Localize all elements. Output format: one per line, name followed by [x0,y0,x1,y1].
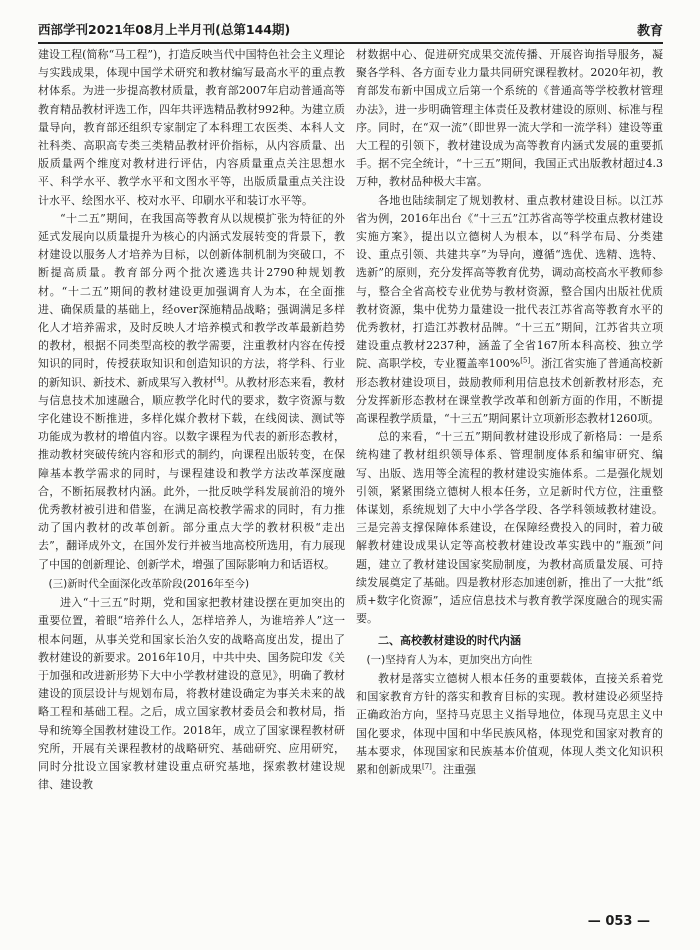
paragraph: 进入“十三五”时期，党和国家把教材建设摆在更加突出的重要位置，着眼“培养什么人，怎样培养人，为谁培养人”这一根本问题，从事关党和国家长治久安的战略高度出发，提出了教材建设的新要求。2016年10月，中共中央、国务院印发《关于加强和改进新形势下大中小学教材建设的意见》，明确了教材建设的顶层设计与规划布局，将教材建设确定为事关未来的战略工程和基础工程。之后，成立国家教材委员会和教材局，指导和统筹全国教材建设工作。2018年，成立了国家课程教材研究所，开展有关课程教材的战略研究、基础研究、应用研究，同时分批设立国家教材建设重点研究基地，探索教材建设规律、建设教 [38,596,345,792]
paragraph-text: 各地也陆续制定了规划教材、重点教材建设目标。以江苏省为例，2016年出台《“十三五”江苏省高等学校重点教材建设实施方案》，提出以立德树人为根本，以“科学布局、分类建设、重点引领、共建共享”为导向，遵循“选优、选精、选特、选新”的原则，充分发挥高等教育优势，调动高校高水平教师参与，整合全省高校专业优势与教材资源，整合国内出版社优质教材资源，集中优势力量建设一批代表江苏省高等教育水平的优秀教材，打造江苏教材品牌。“十三五”期间，江苏省共立项建设重点教材2237种，涵盖了全省167所本科高校、独立学院、高职学校，专业覆盖率100% [356,193,663,371]
header-rule [38,42,663,44]
journal-title: 西部学刊2021年08月上半月刊(总第144期) [38,22,291,37]
right-column [356,46,663,779]
paragraph [356,192,663,429]
paragraph-text: 教材是落实立德树人根本任务的重要载体，直接关系着党和国家教育方针的落实和教育目标的实现。教材建设必须坚持正确政治方向，坚持马克思主义指导地位，体现马克思主义中国化要求，体现中国和中华民族风格，体现党和国家对教育的基本要求，体现国家和民族基本价值观，体现人类文化知识积累和创新成果 [356,671,663,776]
paragraph-text: “十二五”期间，在我国高等教育从以规模扩张为特征的外延式发展向以质量提升为核心的内涵式发展转变的背景下，教材建设以服务人才培养为目标，以创新体制机制为突破口，不断提高质量。教育部分两个批次遴选共计2790种规划教材。“十二五”期间的教材建设更加强调育人为本，在全面推进、确保质量的基础上，经over深施精品战略；强调满足多样化人才培养需求，及时反映人才培养模式和教学改革最新趋势的教材，根据不同类型高校的教学需要，注重教材内容在传授知识的同时，传授获取知识和创造知识的方法，将学科、行业的新知识、新技术、新成果写入教材 [38,211,345,389]
citation: [7] [422,762,432,771]
section-label: 教育 [636,24,663,39]
paragraph [356,670,663,779]
citation: [5] [520,356,531,365]
paragraph-text: 。浙江省实施了普通高校新形态教材建设项目，鼓励教师利用信息技术创新教材形态，充分发挥新形态教材在课堂教学改革和创新方面的作用，不断提高课程教学质量，“十三五”期间累计立项新形态教材1260项。 [356,357,663,426]
paragraph: 材数据中心、促进研究成果交流传播、开展咨询指导服务，凝聚各学科、各方面专业力量共同研究课程教材。2020年初，教育部发布新中国成立后第一个系统的《普通高等学校教材管理办法》，进一步明确管理主体责任及教材建设的原则、标准与程序。同时，在“双一流”（即世界一流大学和一流学科）建设等重大工程的引领下，教材建设成为高等教育内涵式发展的重要抓手。据不完全统计，“十三五”期间，我国正式出版教材超过4.3万种，教材品种极大丰富。 [356,48,663,189]
paragraph-text: 。注重强 [431,762,476,776]
paragraph: 总的来看，“十三五”期间教材建设形成了新格局：一是系统构建了教材组织领导体系、管理制度体系和编审研究、编写、出版、选用等全流程的教材建设实施体系。二是强化规划引领，紧紧围绕立德树人根本任务，立足新时代方位，注重整体谋划，系统规划了大中小学各学段、各学科领域教材建设。三是完善支撑保障体系建设，在保障经费投入的同时，着力破解教材建设成果认定等高校教材建设改革实践中的“瓶颈”问题，建立了教材建设国家奖励制度，为教材高质量发展、可持续发展奠定了基础。四是教材形态加速创新，推出了一大批“纸质+数字化资源”，适应信息技术与教育教学深度融合的现实需要。 [356,430,663,626]
paragraph-text: 。从教材形态来看，教材与信息技术加速融合，顺应教学化时代的要求，数字资源与数字化建设不断推进，多样化媒介教材下载，在线阅读、测试等功能成为教材的增值内容。以数字课程为代表的新形态教材，推动教材突破传统内容和形式的制约，向课程出版转变，在保障基本教学需求的同时，与课程建设和教学方法改革深度融合，不断拓展教材内涵。此外，一批反映学科发展前沿的境外优秀教材被引进和借鉴，在满足高校教学需求的同时，有力推动了国内教材的改革创新。部分重点大学的教材积极“走出去”，翻译成外文，在国外发行并被当地高校所选用，有力展现了中国的创新理论、创新学术，增强了国际影响力和话语权。 [38,375,345,571]
citation: [4] [214,375,224,383]
page-number: — 053 — [587,914,650,929]
left-column [38,46,345,794]
subsection-heading: (一)坚持育人为本，更加突出方向性 [366,653,533,666]
subsection-heading: (三)新时代全面深化改革阶段(2016年至今) [48,577,250,590]
paragraph [38,210,345,574]
section-heading: 二、高校教材建设的时代内涵 [378,633,521,647]
running-header [38,18,663,40]
paragraph: 建设工程(简称“马工程”)，打造反映当代中国特色社会主义理论与实践成果，体现中国学术研究和教材编写最高水平的重点教材体系。为进一步提高教材质量，教育部2007年启动普通高等教育精品教材评选工作，四年共评选精品教材992种。为建立质量导向，教育部还组织专家制定了本科理工农医类、本科人文社科类、高职高专类三类精品教材评价指标，从内容质量、出版质量两个维度对教材进行评估，内容质量重点关注思想水平、科学水平、教学水平和文图水平等，出版质量重点关注设计水平、绘图水平、校对水平、印刷水平和装订水平等。 [38,48,345,207]
